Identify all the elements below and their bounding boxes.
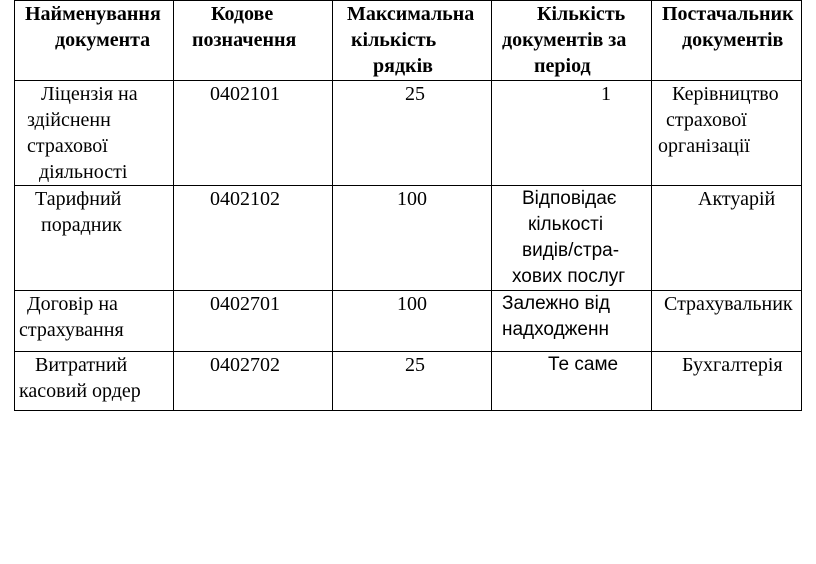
table-row (15, 291, 802, 352)
header-row (15, 1, 802, 81)
cell-document-name: Ліцензія на здійсненн страхової діяльності (15, 81, 174, 186)
cell-supplier: Актуарій (652, 186, 802, 291)
cell-doc-count: 1 (492, 81, 652, 186)
header-max-rows: Максимальна кількість рядків (333, 1, 492, 81)
cell-code: 0402102 (174, 186, 333, 291)
cell-max-rows: 100 (333, 186, 492, 291)
table-row (15, 186, 802, 291)
cell-document-name: Витратний касовий ордер (15, 352, 174, 411)
header-code: Кодове позначення (174, 1, 333, 81)
cell-supplier: Керівництво страхової організації (652, 81, 802, 186)
table-header (15, 1, 802, 81)
cell-supplier: Бухгалтерія (652, 352, 802, 411)
table-row (15, 352, 802, 411)
cell-supplier: Страхувальник (652, 291, 802, 352)
table-body (15, 81, 802, 411)
header-doc-count: Кількість документів за період (492, 1, 652, 81)
cell-document-name: Договір на страхування (15, 291, 174, 352)
header-supplier: Постачальник документів (652, 1, 802, 81)
cell-code: 0402701 (174, 291, 333, 352)
cell-doc-count: Залежно від надходженн (492, 291, 652, 352)
cell-doc-count: Відповідає кількості видів/стра- хових послуг (492, 186, 652, 291)
cell-max-rows: 25 (333, 81, 492, 186)
documents-table (14, 0, 802, 411)
cell-max-rows: 25 (333, 352, 492, 411)
table-row (15, 81, 802, 186)
cell-code: 0402702 (174, 352, 333, 411)
header-document-name: Найменування документа (15, 1, 174, 81)
cell-code: 0402101 (174, 81, 333, 186)
cell-document-name: Тарифний порадник (15, 186, 174, 291)
cell-max-rows: 100 (333, 291, 492, 352)
cell-doc-count: Те саме (492, 352, 652, 411)
